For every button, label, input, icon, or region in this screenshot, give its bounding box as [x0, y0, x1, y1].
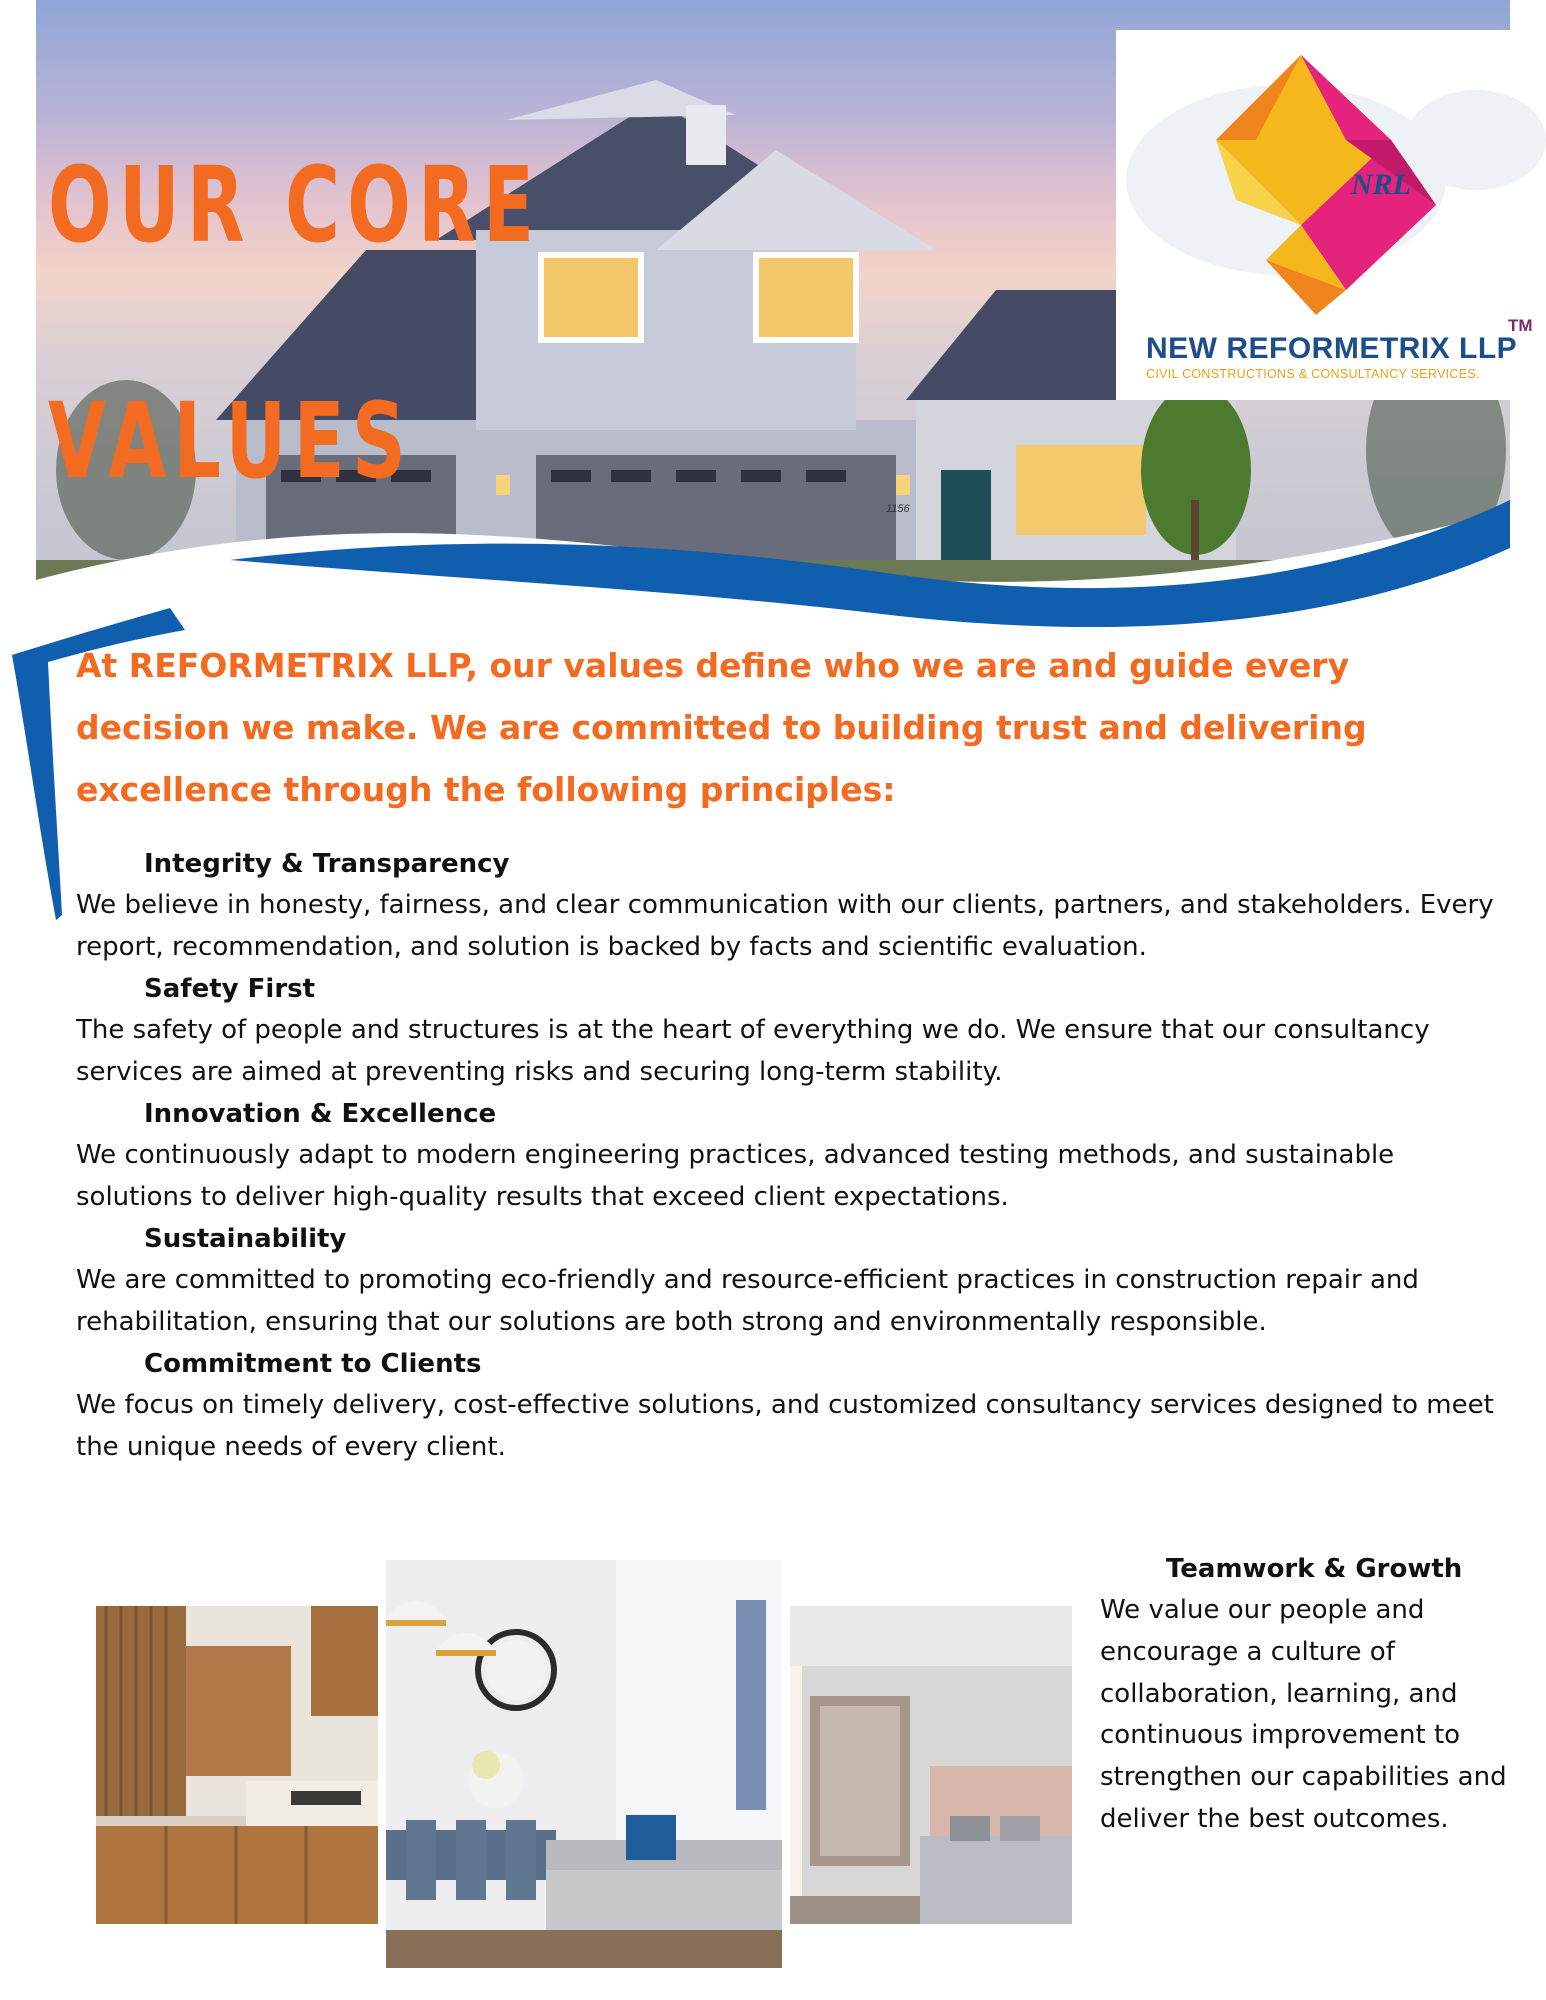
teamwork-description: We value our people and encourage a culture of collaboration, learning, and continuous improvement to strengthen our capabilities and deliver the best outcomes.	[1100, 1595, 1507, 1834]
value-item-sustainability	[76, 1218, 1496, 1343]
page-title-line-2: VALUES	[48, 380, 413, 502]
logo-trademark: TM	[1508, 316, 1533, 335]
value-title: Sustainability	[144, 1224, 347, 1254]
value-item-clients	[76, 1343, 1496, 1468]
value-item-safety	[76, 968, 1496, 1093]
teamwork-title: Teamwork & Growth	[1166, 1554, 1463, 1584]
value-description: We focus on timely delivery, cost-effective solutions, and customized consultancy services designed to meet the unique needs of every client.	[76, 1390, 1494, 1462]
logo-company-name: NEW REFORMETRIX LLP	[1146, 332, 1518, 365]
page-title-line-1: OUR CORE	[48, 144, 542, 266]
bedroom-photo	[790, 1606, 1072, 1924]
value-item-innovation	[76, 1093, 1496, 1218]
value-description: We are committed to promoting eco-friendly and resource-efficient practices in construction repair and rehabilitation, ensuring that our solutions are both strong and environmentally responsible.	[76, 1265, 1419, 1337]
living-room-photo	[386, 1560, 782, 1968]
value-title: Commitment to Clients	[144, 1349, 482, 1379]
value-description: We believe in honesty, fairness, and clear communication with our clients, partners, and stakeholders. Every report, recommendation, and solution is backed by facts and scientific evaluation.	[76, 890, 1494, 962]
company-logo	[1116, 30, 1546, 400]
value-description: The safety of people and structures is at the heart of everything we do. We ensure that our consultancy services are aimed at preventing risks and securing long-term stability.	[76, 1015, 1430, 1087]
value-description: We continuously adapt to modern engineering practices, advanced testing methods, and sustainable solutions to deliver high-quality results that exceed client expectations.	[76, 1140, 1395, 1212]
logo-tagline: CIVIL CONSTRUCTIONS & CONSULTANCY SERVICES.	[1146, 367, 1480, 381]
kitchen-photo	[96, 1606, 378, 1924]
value-item-integrity	[76, 843, 1496, 968]
intro-statement: At REFORMETRIX LLP, our values define who we are and guide every decision we make. We are committed to building trust and delivering excellence through the following principles:	[76, 646, 1367, 809]
logo-abbreviation: NRL	[1351, 168, 1411, 201]
house-number: 1156	[886, 503, 910, 515]
value-title: Safety First	[144, 974, 316, 1004]
value-title: Innovation & Excellence	[144, 1099, 497, 1129]
values-list	[76, 843, 1496, 1468]
value-title: Integrity & Transparency	[144, 849, 510, 879]
